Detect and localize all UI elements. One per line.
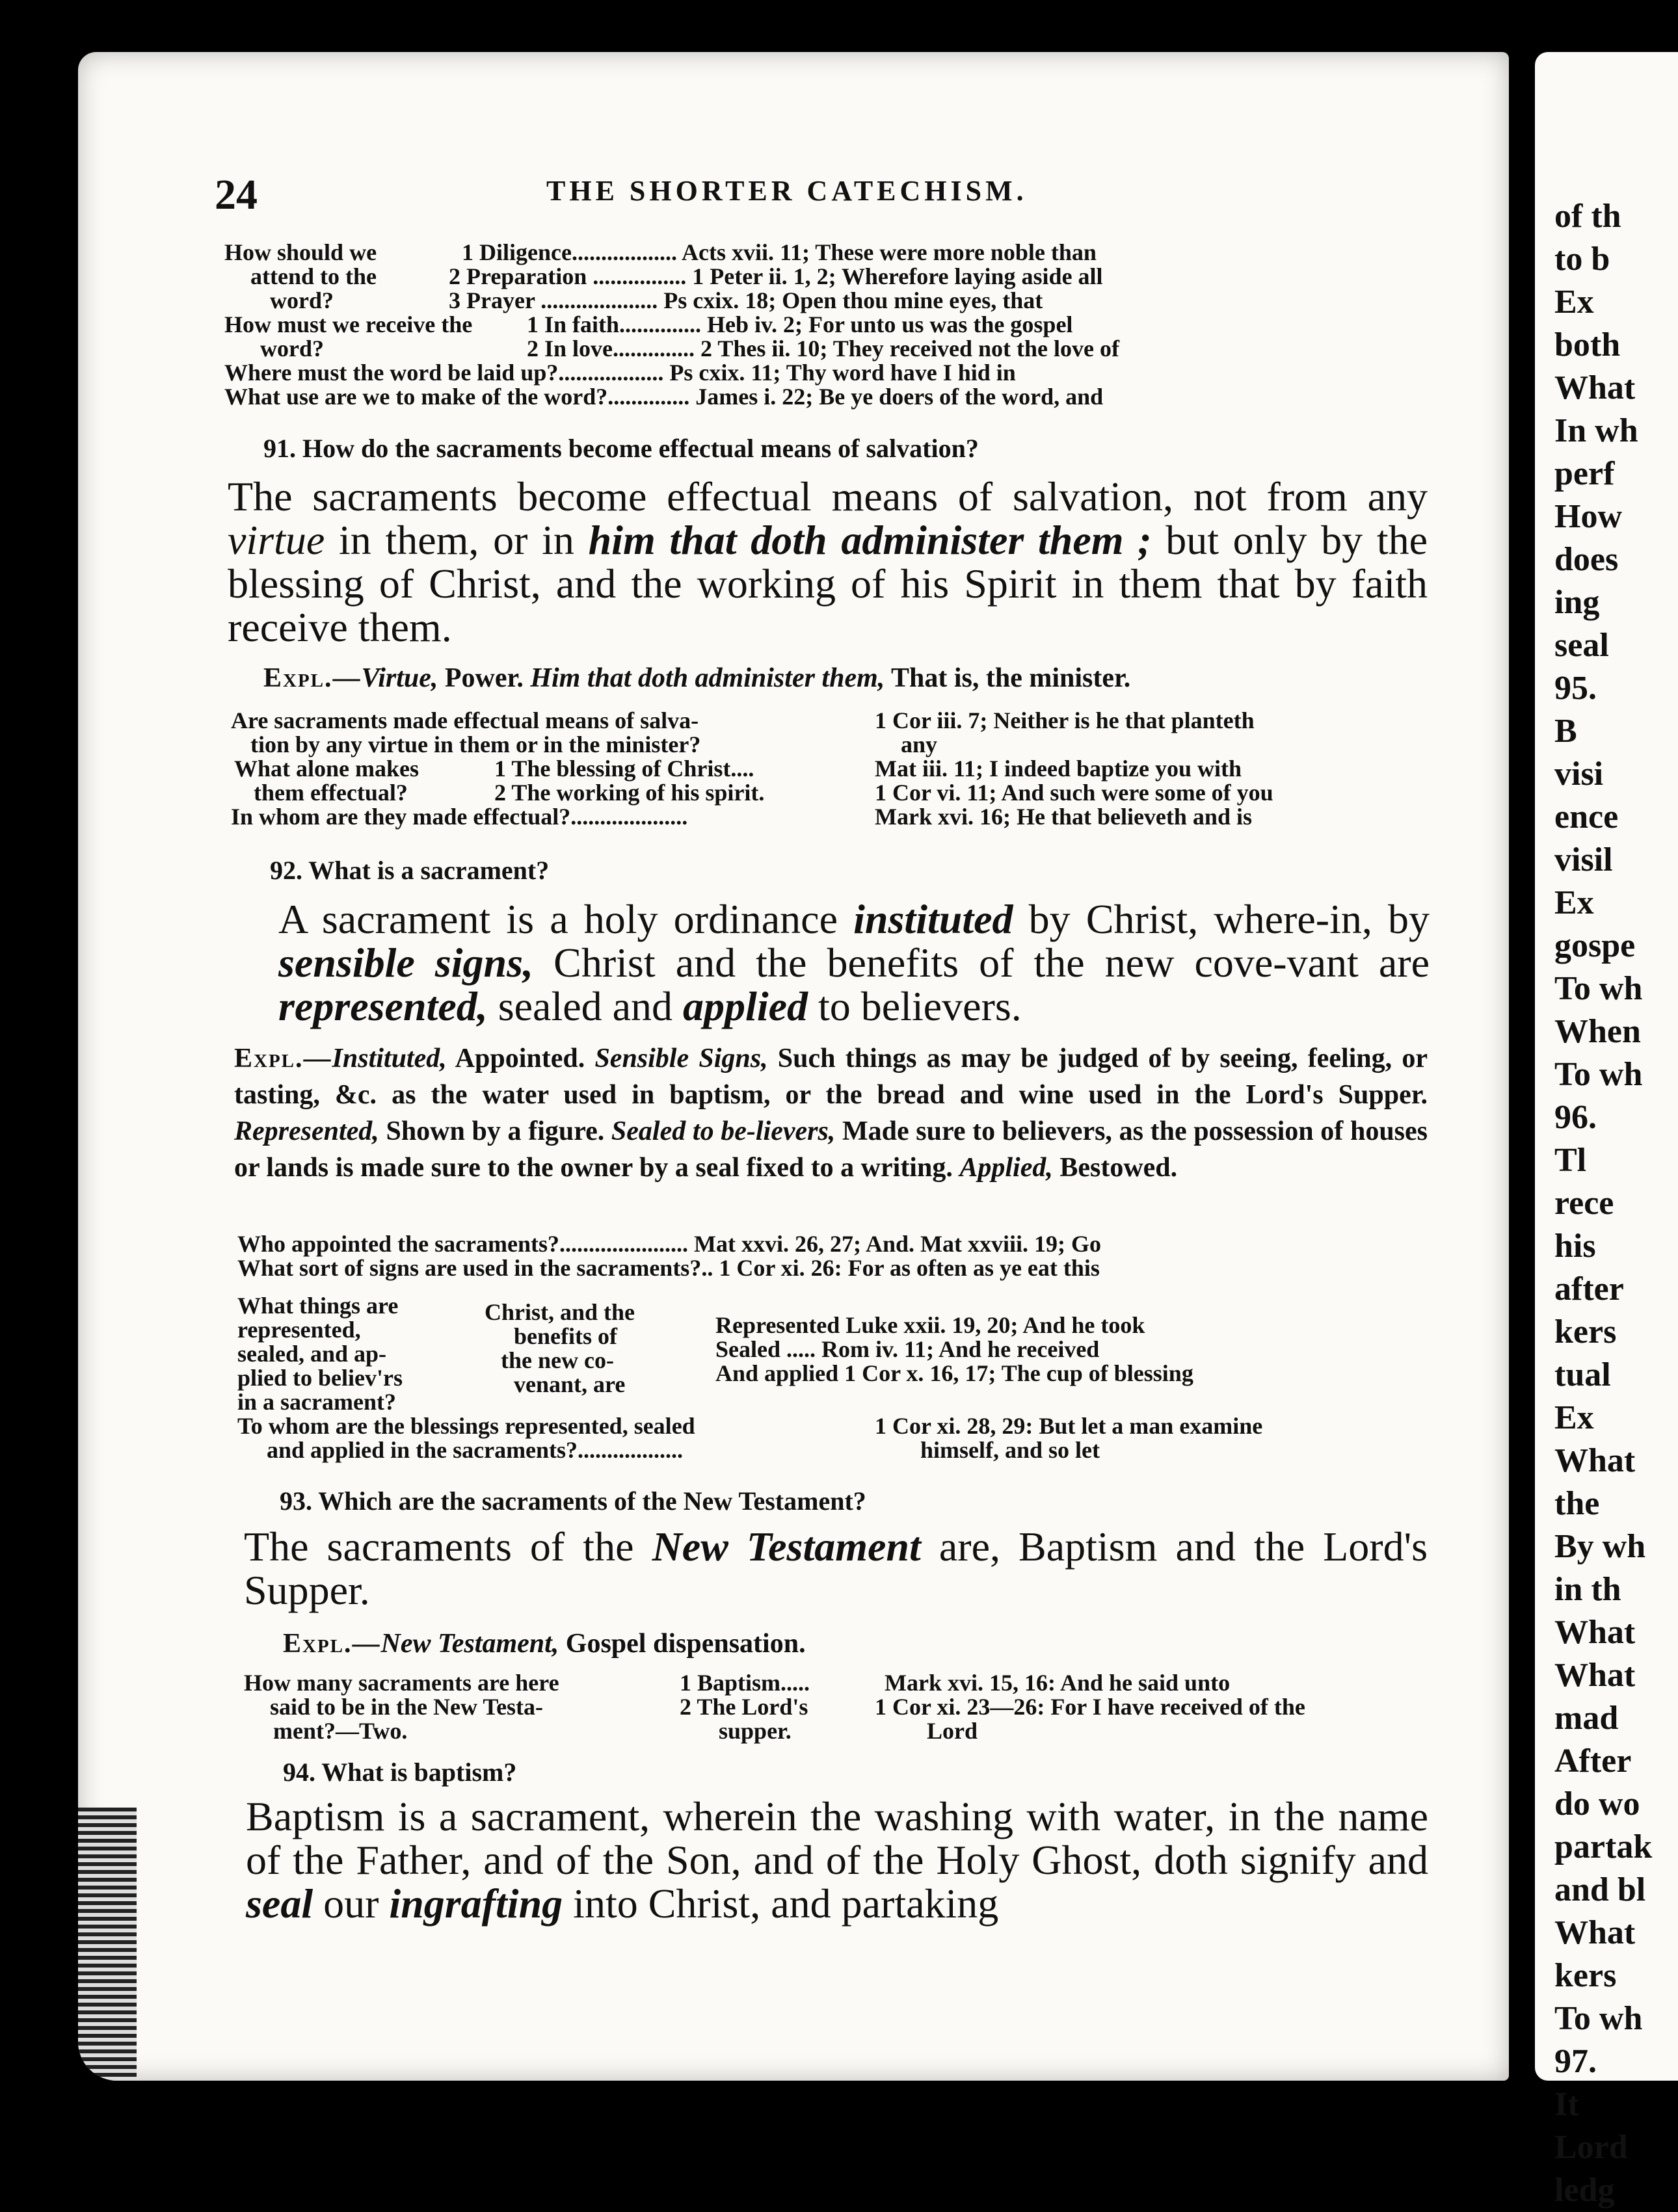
table-row: How should we <box>224 239 377 265</box>
table-row: sealed, and ap- <box>237 1341 387 1367</box>
table-row: 3 Prayer .................... Ps cxix. 18; Open thou mine eyes, that <box>449 287 1043 313</box>
facing-page-fragment: ing <box>1554 584 1600 621</box>
facing-page-fragment: Ex <box>1554 283 1594 321</box>
table-row: Who appointed the sacraments?...................... Mat xxvi. 26, 27; And. Mat xxviii. 19; Go <box>237 1231 1101 1257</box>
facing-page-fragment: rece <box>1554 1185 1614 1222</box>
table-row: To whom are the blessings represented, sealed <box>237 1413 695 1439</box>
table-row: word? <box>260 336 324 362</box>
facing-page-fragment: perf <box>1554 455 1615 492</box>
table-row: benefits of <box>514 1323 617 1349</box>
table-row: ment?—Two. <box>273 1718 408 1744</box>
answer-93: The sacraments of the New Testament are, Baptism and the Lord's Supper. <box>244 1523 1428 1613</box>
question-91: 91. How do the sacraments become effectual means of salvation? <box>263 434 979 463</box>
table-row: 1 Diligence.................. Acts xvii. 11; These were more noble than <box>462 239 1097 265</box>
table-row: 1 Cor iii. 7; Neither is he that planteth <box>875 707 1255 733</box>
table-row: 1 Baptism..... <box>680 1670 810 1696</box>
table-row: in a sacrament? <box>237 1389 396 1415</box>
facing-page-fragment: gospe <box>1554 927 1636 964</box>
facing-page-fragments <box>1554 195 1652 2212</box>
facing-page-fragment: after <box>1554 1271 1624 1308</box>
facing-page-fragment: in th <box>1554 1571 1621 1608</box>
table-row: Where must the word be laid up?.................. Ps cxix. 11; Thy word have I hid in <box>224 360 1016 386</box>
facing-page-fragment: does <box>1554 541 1619 578</box>
explanation-93: Expl.—New Testament, Gospel dispensation. <box>283 1629 806 1659</box>
table-row: Are sacraments made effectual means of salva- <box>231 707 699 733</box>
table-row: What things are <box>237 1293 399 1319</box>
facing-page <box>1535 52 1678 2209</box>
table-row: himself, and so let <box>920 1437 1100 1463</box>
facing-page-fragment: B <box>1554 713 1577 750</box>
table-row: 1 Cor xi. 28, 29: But let a man examine <box>875 1413 1263 1439</box>
table-row: And applied 1 Cor x. 16, 17; The cup of blessing <box>715 1360 1193 1386</box>
answer-92: A sacrament is a holy ordinance instituted by Christ, where-in, by sensible signs, Christ and the benefits of the new cove-vant are represented, sealed and applied to believers. <box>278 896 1430 1029</box>
question-93: 93. Which are the sacraments of the New Testament? <box>280 1486 866 1516</box>
table-row: plied to believ'rs <box>237 1365 403 1391</box>
book-gutter <box>1509 39 1535 2107</box>
facing-page-fragment: 97. <box>1554 2043 1597 2080</box>
table-row: 2 In love.............. 2 Thes ii. 10; They received not the love of <box>527 336 1119 362</box>
page-edges <box>78 1808 137 2081</box>
question-92: 92. What is a sacrament? <box>270 856 550 885</box>
facing-page-fragment: his <box>1554 1228 1596 1265</box>
facing-page-fragment: What <box>1554 1657 1636 1694</box>
table-row: supper. <box>719 1718 792 1744</box>
table-row: word? <box>270 287 334 313</box>
table-row: How many sacraments are here <box>244 1670 559 1696</box>
facing-page-fragment: visil <box>1554 841 1613 878</box>
facing-page-fragment: visi <box>1554 756 1604 793</box>
facing-page-fragment: In wh <box>1554 412 1638 449</box>
facing-page-fragment: Ex <box>1554 884 1594 921</box>
facing-page-fragment: How <box>1554 498 1622 535</box>
table-row: tion by any virtue in them or in the minister? <box>250 731 701 757</box>
facing-page-fragment: seal <box>1554 627 1609 664</box>
facing-page-fragment: What <box>1554 1442 1636 1479</box>
facing-page-fragment: Ex <box>1554 1399 1594 1436</box>
table-row: any <box>901 731 938 757</box>
question-94: 94. What is baptism? <box>283 1758 517 1787</box>
facing-page-fragment: both <box>1554 326 1621 363</box>
table-row: Lord <box>927 1718 978 1744</box>
explanation-92: Expl.—Instituted, Appointed. Sensible Signs, Such things as may be judged of by seeing, feeling, or tasting, &c. as the water used in baptism, or the bread and wine used in the Lord's Supper. Represented, Shown by a figure. Sealed to be-lievers, Made sure to believers, as the possession of houses or lands is made sure to the owner by a seal fixed to a writing. Applied, Bestowed. <box>234 1044 1428 1183</box>
table-row: Represented Luke xxii. 19, 20; And he took <box>715 1312 1145 1338</box>
table-row: Mat iii. 11; I indeed baptize you with <box>875 756 1242 782</box>
table-row: them effectual? <box>254 780 408 806</box>
answer-94: Baptism is a sacrament, wherein the washing with water, in the name of the Father, and of the Son, and of the Holy Ghost, doth signify and seal our ingrafting into Christ, and partaking <box>246 1793 1428 1927</box>
facing-page-fragment: By wh <box>1554 1528 1646 1565</box>
table-row: 1 The blessing of Christ.... <box>494 756 754 782</box>
table-row: In whom are they made effectual?.................... <box>231 804 688 830</box>
facing-page-fragment: kers <box>1554 1313 1617 1350</box>
table-row: the new co- <box>501 1347 614 1373</box>
page-number: 24 <box>215 171 258 218</box>
running-title: THE SHORTER CATECHISM. <box>546 175 1028 207</box>
table-row: 1 Cor vi. 11; And such were some of you <box>875 780 1273 806</box>
explanation-91: Expl.—Virtue, Power. Him that doth administer them, That is, the minister. <box>263 663 1131 693</box>
table-row: What alone makes <box>234 756 420 782</box>
table-row: venant, are <box>514 1371 626 1397</box>
answer-91: The sacraments become effectual means of salvation, not from any virtue in them, or in him that doth administer them ; but only by the blessing of Christ, and the working of his Spirit in them that by faith receive them. <box>228 473 1428 650</box>
facing-page-fragment: mad <box>1554 1700 1619 1737</box>
table-row: attend to the <box>250 263 377 289</box>
facing-page-fragment: kers <box>1554 1957 1617 1994</box>
facing-page-fragment: partak <box>1554 1828 1653 1865</box>
facing-page-fragment: To wh <box>1554 970 1643 1007</box>
table-row: Christ, and the <box>485 1299 635 1325</box>
table-row: Mark xvi. 16; He that believeth and is <box>875 804 1252 830</box>
table-row: 2 The Lord's <box>680 1694 808 1720</box>
facing-page-fragment: 96. <box>1554 1099 1597 1136</box>
facing-page-fragment: To wh <box>1554 2000 1643 2037</box>
table-row: What use are we to make of the word?.............. James i. 22; Be ye doers of the word, and <box>224 384 1104 410</box>
facing-page-fragment: Tl <box>1554 1142 1587 1179</box>
facing-page-fragment: of th <box>1554 198 1621 235</box>
facing-page-fragment: do wo <box>1554 1785 1640 1823</box>
table-row: 1 Cor xi. 23—26: For I have received of the <box>875 1694 1305 1720</box>
facing-page-fragment: tual <box>1554 1356 1611 1393</box>
facing-page-fragment: to b <box>1554 241 1610 278</box>
table-row: 2 The working of his spirit. <box>494 780 765 806</box>
table-row: 1 In faith.............. Heb iv. 2; For unto us was the gospel <box>527 311 1073 337</box>
table-row: said to be in the New Testa- <box>270 1694 544 1720</box>
facing-page-fragment: What <box>1554 1914 1636 1951</box>
table-row: represented, <box>237 1317 361 1343</box>
table-row: Mark xvi. 15, 16: And he said unto <box>885 1670 1231 1696</box>
facing-page-fragment: It <box>1554 2086 1579 2123</box>
facing-page-fragment: What <box>1554 369 1636 406</box>
table-row: and applied in the sacraments?.................. <box>267 1437 684 1463</box>
facing-page-fragment: After <box>1554 1743 1632 1780</box>
facing-page-fragment: What <box>1554 1614 1636 1651</box>
table-row: What sort of signs are used in the sacraments?.. 1 Cor xi. 26: For as often as ye eat this <box>237 1255 1100 1281</box>
facing-page-fragment: ledg <box>1554 2172 1615 2209</box>
table-row: How must we receive the <box>224 311 473 337</box>
table-row: 2 Preparation ................ 1 Peter ii. 1, 2; Wherefore laying aside all <box>449 263 1103 289</box>
facing-page-fragment: 95. <box>1554 670 1597 707</box>
facing-page-fragment: To wh <box>1554 1056 1643 1093</box>
facing-page-fragment: the <box>1554 1485 1600 1522</box>
facing-page-fragment: and bl <box>1554 1871 1646 1908</box>
table-row: Sealed ..... Rom iv. 11; And he received <box>715 1336 1100 1362</box>
facing-page-fragment: When <box>1554 1013 1641 1050</box>
facing-page-fragment: ence <box>1554 798 1619 836</box>
facing-page-fragment: Lord <box>1554 2129 1628 2166</box>
